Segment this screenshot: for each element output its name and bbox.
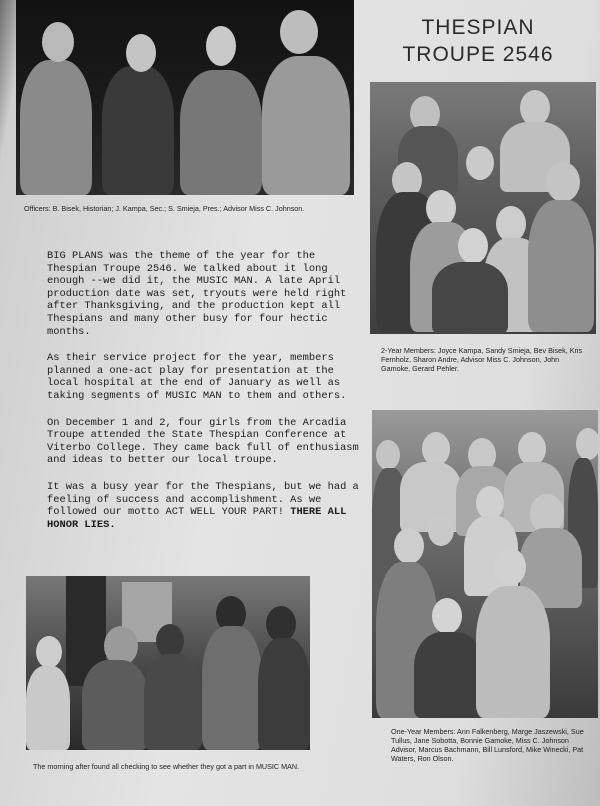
article-text xyxy=(47,250,359,531)
morning-caption: The morning after found all checking to see whether they got a part in MUSIC MAN. xyxy=(33,762,300,771)
two-year-members-photo xyxy=(370,82,596,334)
two-year-caption: 2-Year Members: Joyce Kampa, Sandy Smieja, Bev Bisek, Kris Fernholz, Sharon Andre, Advisor Miss C. Johnson, John Gamoke, Gerard Pehler. xyxy=(381,346,583,373)
paragraph-4-end: THERE ALL HONOR LIES. xyxy=(47,506,347,531)
officers-photo xyxy=(16,0,354,195)
paragraph-1: BIG PLANS was the theme of the year for the Thespian Troupe 2546. We talked about it long enough --we did it, the MUSIC MAN. A late April production date was set, tryouts were held right after Thanksgiving, and the production kept all Thespians and many other busy for four hectic months. xyxy=(47,250,347,338)
paragraph-4 xyxy=(47,481,359,531)
one-year-members-photo xyxy=(372,410,598,718)
page-title xyxy=(378,14,578,68)
one-year-caption: One-Year Members: Ann Falkenberg, Marge Jaszewski, Sue Tullus, Jane Sobotta, Bonnie Gamoke, Miss C. Johnson Advisor, Marcus Bachmann, Bill Lunsford, Mike Winecki, Pat Waters, Ron Olson. xyxy=(391,727,584,763)
paragraph-4-main: It was a busy year for the Thespians, but we had a feeling of success and accomplishment. As we followed our motto ACT WELL YOUR PART! xyxy=(47,480,359,519)
paragraph-3: On December 1 and 2, four girls from the Arcadia Troupe attended the State Thespian Conference at Viterbo College. They came back full of enthusiasm and ideas to better our local troupe. xyxy=(47,416,359,467)
paragraph-2: As their service project for the year, members planned a one-act play for presentation at the local hospital at the end of January as well as taking segments of MUSIC MAN to them and others. xyxy=(47,352,347,402)
title-line-1: THESPIAN xyxy=(421,16,535,39)
morning-after-photo xyxy=(26,576,310,750)
officers-caption: Officers: B. Bisek, Historian; J. Kampa, Sec.; S. Smieja, Pres.; Advisor Miss C. Johnson. xyxy=(24,204,305,213)
title-line-2: TROUPE 2546 xyxy=(402,43,554,66)
